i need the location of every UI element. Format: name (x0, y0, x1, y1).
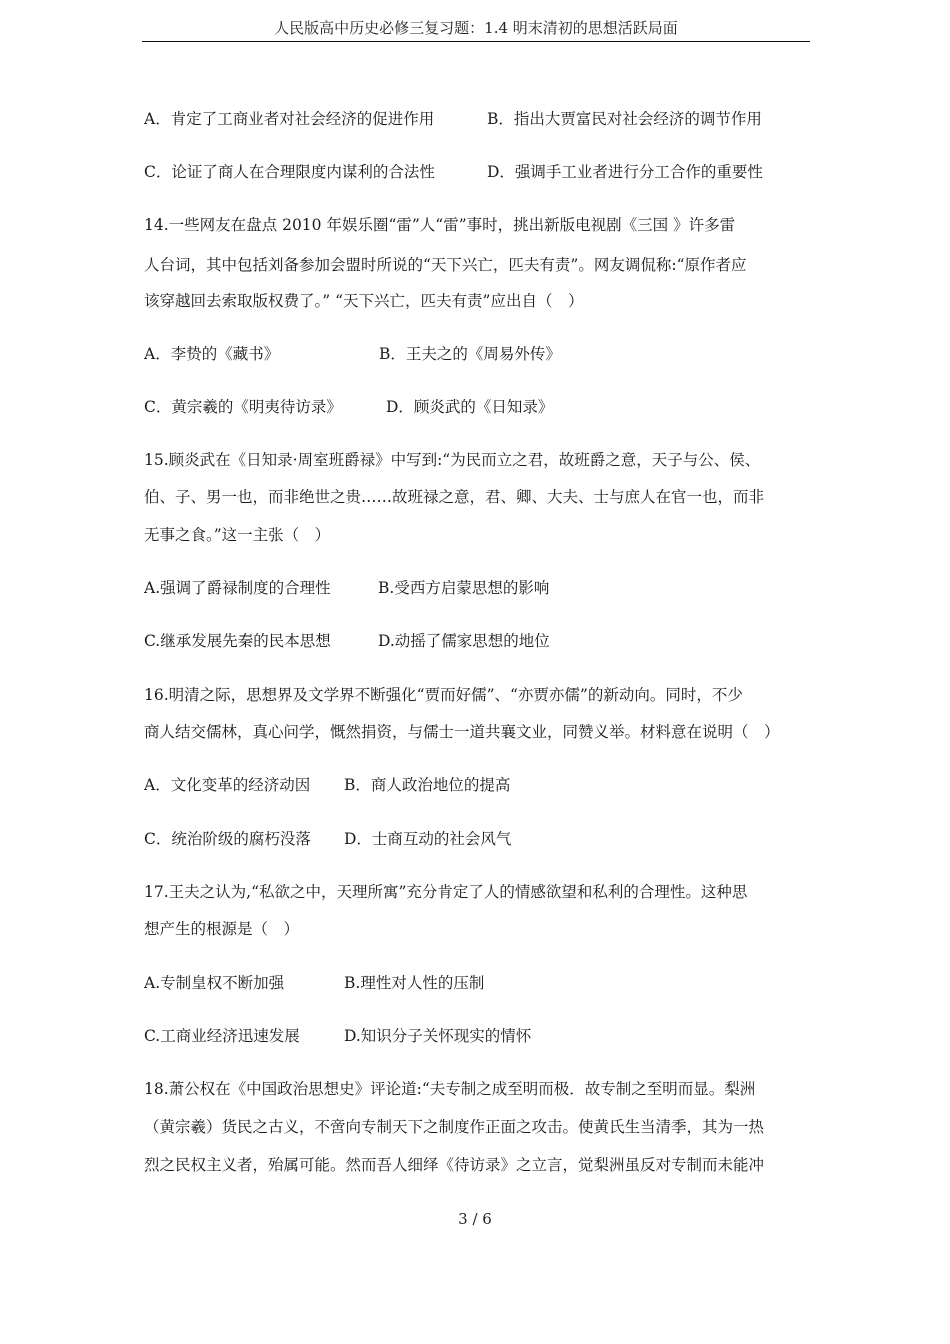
header-divider (142, 41, 810, 42)
q15-option-c: C.继承发展先秦的民本思想 (144, 632, 331, 650)
q15-option-b: B.受西方启蒙思想的影响 (378, 579, 550, 597)
q15-option-a: A.强调了爵禄制度的合理性 (144, 579, 331, 597)
q14-option-c: C．黄宗羲的《明夷待访录》 (144, 398, 342, 416)
q16-option-c: C．统治阶级的腐朽没落 (144, 830, 311, 848)
q13-option-c: C．论证了商人在合理限度内谋利的合法性 (144, 163, 435, 181)
q17-option-a: A.专制皇权不断加强 (144, 974, 285, 992)
q17-option-b: B.理性对人性的压制 (344, 974, 485, 992)
q14-option-b: B．王夫之的《周易外传》 (379, 345, 561, 363)
q14-option-a: A．李贽的《藏书》 (144, 345, 280, 363)
q16-stem-line-2: 商人结交儒林，真心问学，慨然捐资，与儒士一道共襄文业，同赞义举。材料意在说明（ ） (144, 723, 780, 741)
q14-stem-line-3: 该穿越回去索取版权费了。” “天下兴亡，匹夫有责”应出自（ ） (144, 292, 584, 310)
q18-stem-line-1: 18.萧公权在《中国政治思想史》评论道:“夫专制之成至明而极．故专制之至明而显。梨洲 (144, 1080, 756, 1098)
q14-option-d: D．顾炎武的《日知录》 (386, 398, 554, 416)
q17-stem-line-2: 想产生的根源是（ ） (144, 920, 300, 938)
q15-stem-line-1: 15.顾炎武在《日知录·周室班爵禄》中写到:“为民而立之君，故班爵之意，天子与公、侯、 (144, 451, 761, 469)
q17-stem-line-1: 17.王夫之认为,“私欲之中，天理所寓”充分肯定了人的情感欲望和私利的合理性。这种思 (144, 883, 748, 901)
q13-option-b: B．指出大贾富民对社会经济的调节作用 (487, 110, 762, 128)
q18-stem-line-3: 烈之民权主义者，殆属可能。然而吾人细绎《待访录》之立言，觉梨洲虽反对专制而未能冲 (144, 1156, 765, 1174)
q16-stem-line-1: 16.明清之际，思想界及文学界不断强化“贾而好儒”、“亦贾亦儒”的新动向。同时，不少 (144, 686, 743, 704)
q17-option-c: C.工商业经济迅速发展 (144, 1027, 300, 1045)
q13-option-d: D．强调手工业者进行分工合作的重要性 (487, 163, 763, 181)
q16-option-d: D．士商互动的社会风气 (344, 830, 512, 848)
page-header-title: 人民版高中历史必修三复习题：1.4 明末清初的思想活跃局面 (274, 19, 678, 37)
page-number: 3 / 6 (458, 1210, 492, 1228)
q17-option-d: D.知识分子关怀现实的情怀 (344, 1027, 532, 1045)
q14-stem-line-1: 14.一些网友在盘点 2010 年娱乐圈“雷”人“雷”事时，挑出新版电视剧《三国 》许多雷 (144, 216, 736, 234)
q16-option-b: B．商人政治地位的提高 (344, 776, 511, 794)
q15-option-d: D.动摇了儒家思想的地位 (378, 632, 550, 650)
q13-option-a: A．肯定了工商业者对社会经济的促进作用 (144, 110, 435, 128)
q16-option-a: A．文化变革的经济动因 (144, 776, 311, 794)
q18-stem-line-2: （黄宗羲）货民之古义，不啻向专制天下之制度作正面之攻击。使黄氏生当清季，其为一热 (144, 1118, 765, 1136)
q15-stem-line-3: 无事之食。”这一主张（ ） (144, 526, 331, 544)
q14-stem-line-2: 人台词，其中包括刘备参加会盟时所说的“天下兴亡，匹夫有责”。网友调侃称:“原作者应 (144, 256, 747, 274)
q15-stem-line-2: 伯、子、男一也，而非绝世之贵……故班禄之意，君、卿、大夫、士与庶人在官一也，而非 (144, 488, 765, 506)
